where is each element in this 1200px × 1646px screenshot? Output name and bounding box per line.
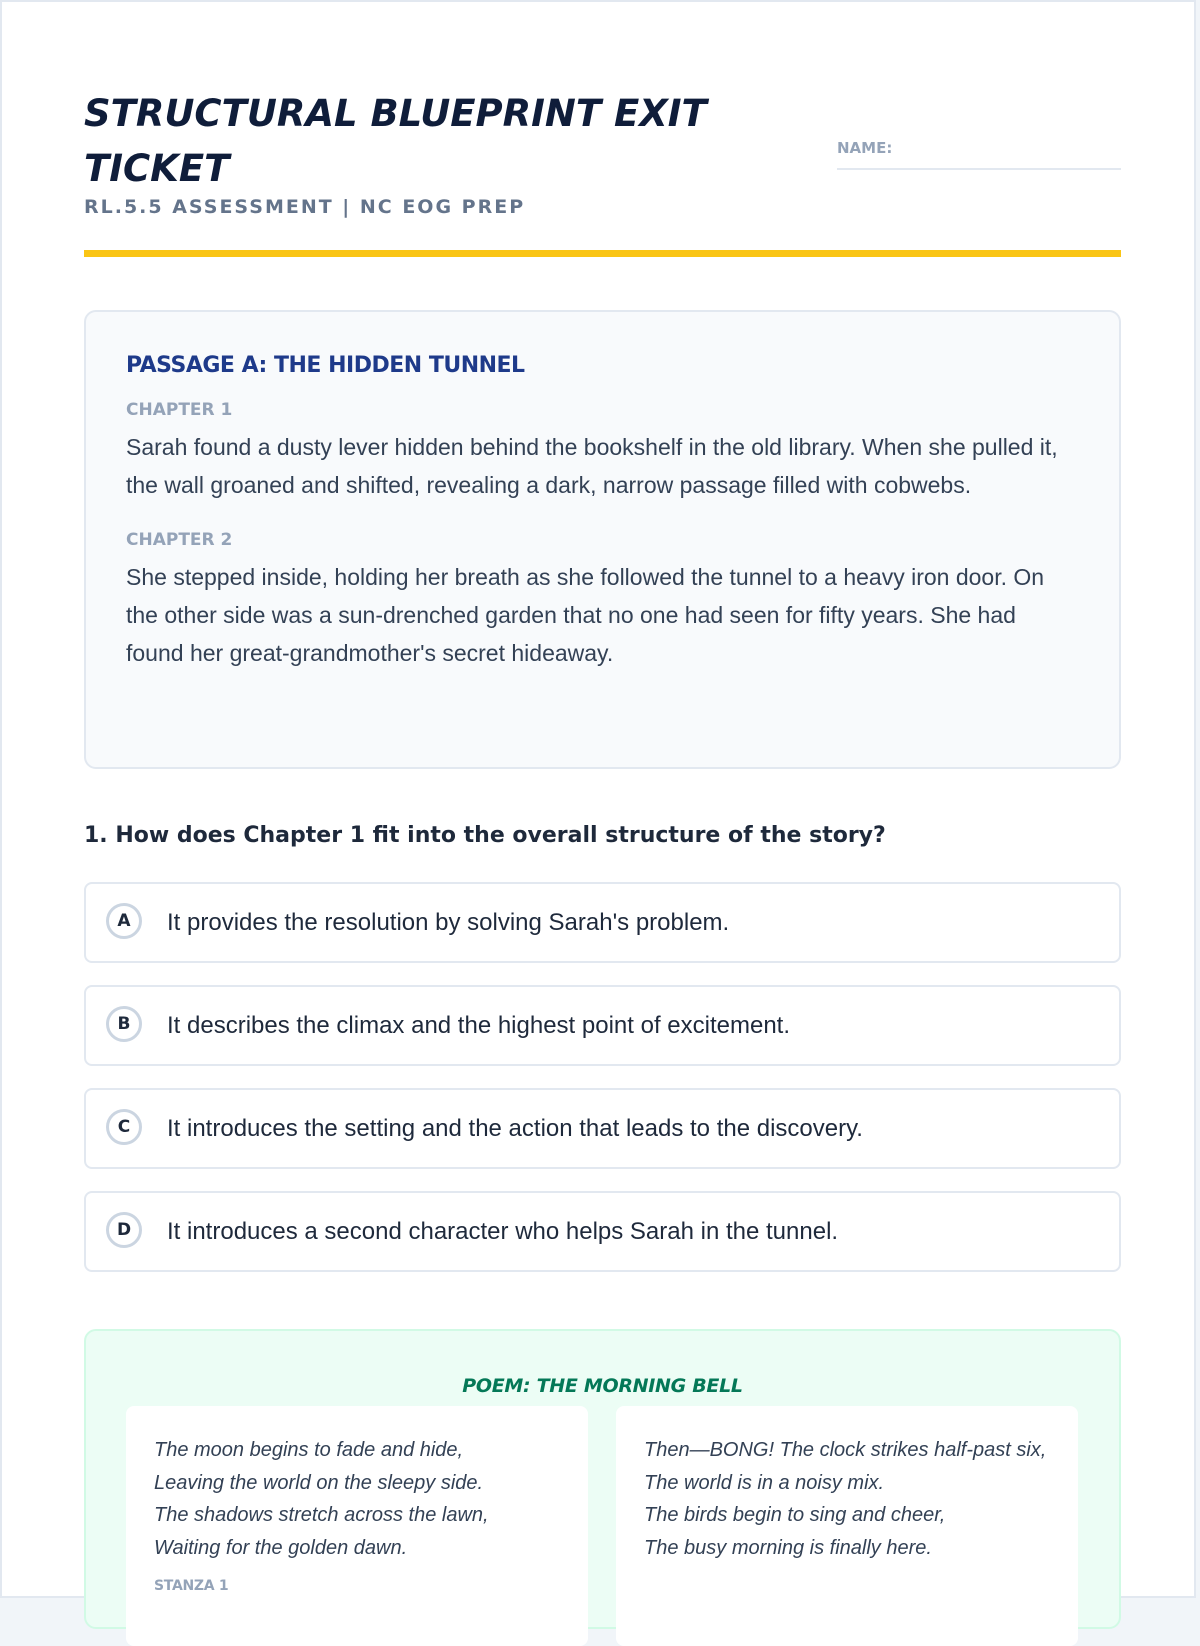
header <box>84 82 1121 257</box>
option-text: It describes the climax and the highest point of excitement. <box>167 1011 791 1039</box>
stanza-card <box>616 1406 1078 1646</box>
option-letter-badge[interactable]: A <box>106 903 142 939</box>
poem-title: POEM: THE MORNING BELL <box>462 1375 743 1397</box>
poem-card <box>84 1329 1121 1629</box>
poem-line: The birds begin to sing and cheer, <box>644 1504 946 1526</box>
chapter-label: CHAPTER 1 <box>126 400 233 420</box>
stanza-card <box>126 1406 588 1646</box>
poem-line: The busy morning is finally here. <box>644 1536 932 1559</box>
answer-options <box>84 882 1121 1294</box>
poem-line: Then—BONG! The clock strikes half-past six, <box>644 1439 1047 1461</box>
option-text: It introduces the setting and the action that leads to the discovery. <box>167 1114 863 1142</box>
poem-line: Leaving the world on the sleepy side. <box>154 1471 484 1494</box>
question-prompt: 1. How does Chapter 1 fit into the overall structure of the story? <box>84 823 886 848</box>
option-letter-badge[interactable]: D <box>106 1212 142 1248</box>
option-text: It introduces a second character who helps Sarah in the tunnel. <box>167 1217 839 1245</box>
answer-option-c[interactable] <box>84 1088 1121 1169</box>
poem-line: Waiting for the golden dawn. <box>154 1536 408 1559</box>
name-field-label[interactable]: NAME: <box>837 139 1121 170</box>
passage-card <box>84 310 1121 769</box>
option-letter-badge[interactable]: C <box>106 1109 142 1145</box>
poem-line: The shadows stretch across the lawn, <box>154 1504 489 1526</box>
header-divider <box>84 250 1121 257</box>
answer-option-d[interactable] <box>84 1191 1121 1272</box>
chapter-label: CHAPTER 2 <box>126 530 233 550</box>
stanza-label: STANZA 1 <box>154 1578 229 1594</box>
passage-title: PASSAGE A: THE HIDDEN TUNNEL <box>126 353 525 378</box>
chapter-text: Sarah found a dusty lever hidden behind the bookshelf in the old library. When she pulled it, the wall groaned and shifted, revealing a dark, narrow passage filled with cobwebs. <box>126 434 1058 498</box>
answer-option-b[interactable] <box>84 985 1121 1066</box>
poem-line: The moon begins to fade and hide, <box>154 1439 464 1461</box>
answer-option-a[interactable] <box>84 882 1121 963</box>
poem-line: The world is in a noisy mix. <box>644 1471 885 1494</box>
chapter-text: She stepped inside, holding her breath as she followed the tunnel to a heavy iron door. On the other side was a sun-drenched garden that no one had seen for fifty years. She had found her great-grandmother's secret hideaway. <box>126 564 1045 666</box>
page-title: STRUCTURAL BLUEPRINT EXIT TICKET <box>84 92 707 190</box>
option-letter-badge[interactable]: B <box>106 1006 142 1042</box>
option-text: It provides the resolution by solving Sarah's problem. <box>167 908 730 936</box>
page-subtitle: RL.5.5 ASSESSMENT | NC EOG PREP <box>84 196 526 218</box>
